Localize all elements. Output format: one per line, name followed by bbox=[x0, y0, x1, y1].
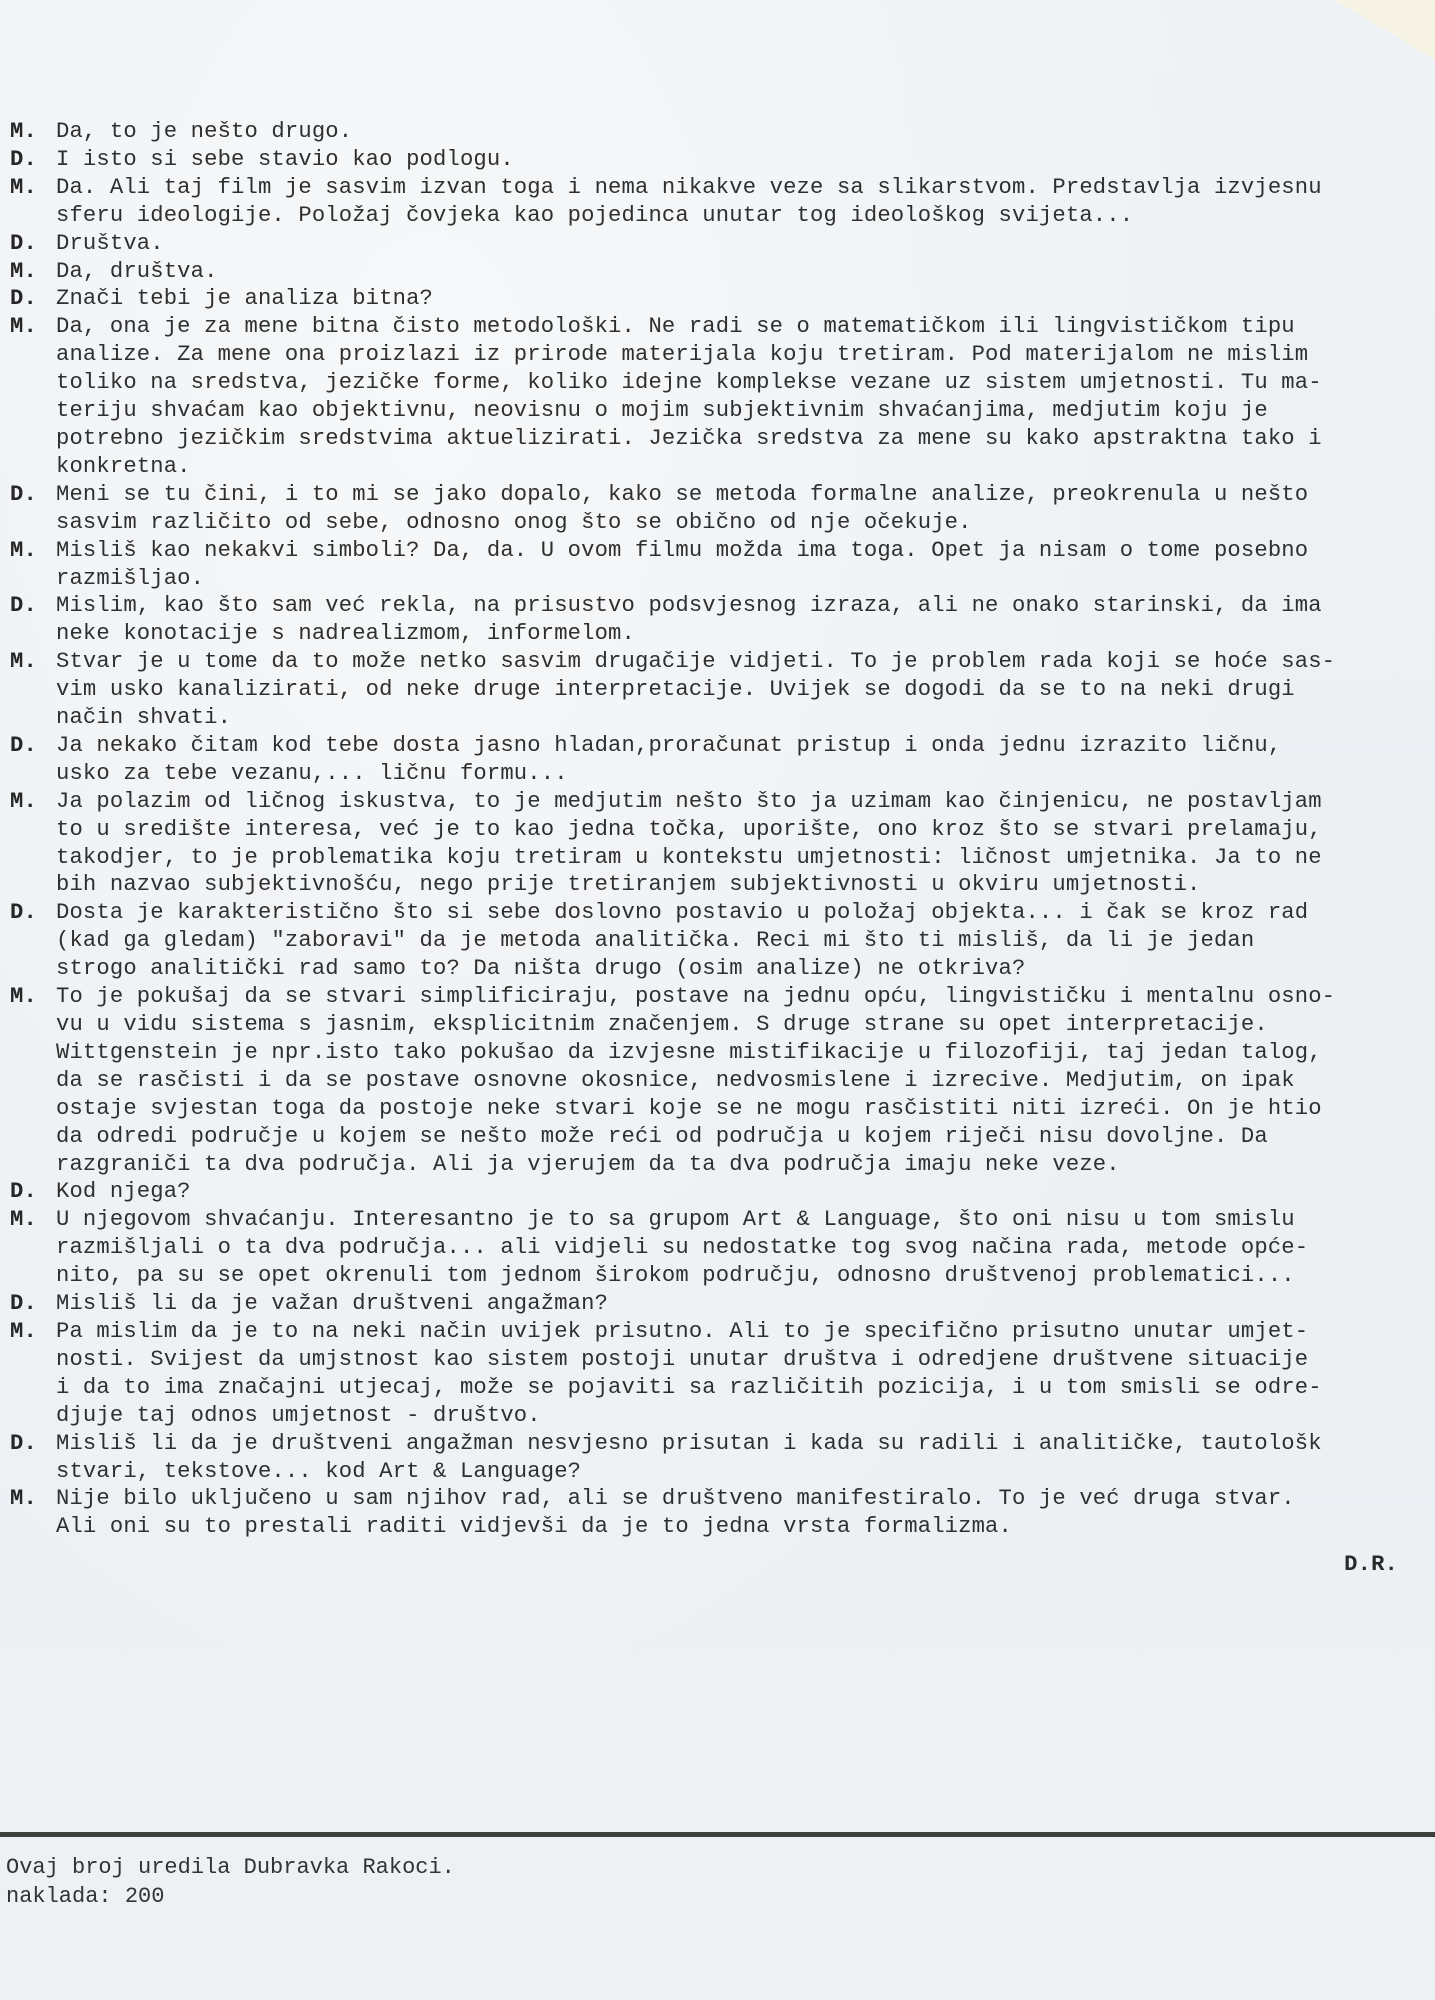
interview-transcript bbox=[10, 118, 1430, 1579]
speaker-label: M. bbox=[10, 1486, 37, 1512]
transcript-entry bbox=[10, 592, 1430, 648]
speaker-label: M. bbox=[10, 314, 37, 340]
speaker-label: M. bbox=[10, 1207, 37, 1233]
speaker-label: M. bbox=[10, 1318, 37, 1344]
transcript-entry bbox=[10, 1290, 1430, 1318]
utterance-text: To je pokušaj da se stvari simplificiraju, postave na jednu opću, lingvističku i mentalnu osno- vu u vidu sistema s jasnim, eksplicitnim značenjem. S druge strane su opet interpretacije. Wittgenstein je npr.isto tako pokušao da izvjesne mistifikacije u filozofiji, taj jedan talog, da se rasčisti i da se postave osnovne okosnice, nedvosmislene i izrecive. Medjutim, on ipak ostaje svjestan toga da postoje neke stvari koje se ne mogu rasčistiti niti izreći. On je htio da odredi područje u kojem se nešto može reći od područja u kojem riječi nisu dovoljne. Da razgraniči ta dva područja. Ali ja vjerujem da ta dva područja imaju neke veze. bbox=[56, 984, 1336, 1177]
utterance-text: Misliš li da je društveni angažman nesvjesno prisutan i kada su radili i analitičke, tautološk stvari, tekstove... kod Art & Language? bbox=[56, 1430, 1322, 1484]
speaker-label: M. bbox=[10, 119, 37, 144]
utterance-text: Da, ona je za mene bitna čisto metodološki. Ne radi se o matematičkom ili lingvističkom tipu analize. Za mene ona proizlazi iz prirode materijala koju tretiram. Pod materijalom ne mislim toliko na sredstva, jezičke forme, koliko idejne komplekse vezane uz sistem umjetnosti. Tu ma- teriju shvaćam kao objektivnu, neovisnu o mojim subjektivnim shvaćanjima, medjutim koju je potrebno jezičkim sredstvima aktuelizirati. Jezička sredstva za mene su kako apstraktna tako i konkretna. bbox=[56, 314, 1322, 479]
transcript-entry bbox=[10, 481, 1430, 537]
utterance-text: Nije bilo uključeno u sam njihov rad, ali se društveno manifestiralo. To je već druga stvar. Ali oni su to prestali raditi vidjevši da je to jedna vrsta formalizma. bbox=[56, 1486, 1295, 1540]
speaker-label: D. bbox=[10, 286, 37, 312]
utterance-text: Dosta je karakteristično što si sebe doslovno postavio u položaj objekta... i čak se kroz rad (kad ga gledam) "zaboravi" da je metoda analitička. Reci mi što ti misliš, da li je jedan strogo analitički rad samo to? Da ništa drugo (osim analize) ne otkriva? bbox=[56, 900, 1309, 982]
transcript-entry bbox=[10, 648, 1430, 732]
speaker-label: D. bbox=[10, 1430, 37, 1456]
speaker-label: D. bbox=[10, 900, 37, 926]
author-initials: D.R. bbox=[1344, 1552, 1398, 1578]
speaker-label: D. bbox=[10, 481, 37, 507]
speaker-label: D. bbox=[10, 146, 37, 172]
transcript-entry bbox=[10, 899, 1430, 983]
speaker-label: M. bbox=[10, 788, 37, 814]
utterance-text: Kod njega? bbox=[56, 1179, 191, 1205]
speaker-label: D. bbox=[10, 732, 37, 758]
transcript-entry bbox=[10, 313, 1430, 480]
transcript-entry bbox=[10, 788, 1430, 900]
transcript-entry bbox=[10, 146, 1430, 174]
utterance-text: Mislim, kao što sam već rekla, na prisustvo podsvjesnog izraza, ali ne onako starinski, da ima neke konotacije s nadrealizmom, informelom. bbox=[56, 593, 1322, 647]
transcript-entry bbox=[10, 1206, 1430, 1290]
transcript-entry bbox=[10, 1430, 1430, 1486]
utterance-text: Misliš kao nekakvi simboli? Da, da. U ovom filmu možda ima toga. Opet ja nisam o tome posebno razmišljao. bbox=[56, 537, 1309, 591]
speaker-label: D. bbox=[10, 230, 37, 256]
utterance-text: I isto si sebe stavio kao podlogu. bbox=[56, 146, 514, 172]
transcript-entry bbox=[10, 983, 1430, 1178]
utterance-text: U njegovom shvaćanju. Interesantno je to sa grupom Art & Language, što oni nisu u tom smislu razmišljali o ta dva područja... ali vidjeli su nedostatke tog svog načina rada, metode opće- nito, pa su se opet okrenuli tom jednom širokom području, odnosno društvenoj problematici... bbox=[56, 1207, 1309, 1289]
speaker-label: M. bbox=[10, 258, 37, 284]
speaker-label: D. bbox=[10, 593, 37, 619]
colophon bbox=[6, 1853, 455, 1911]
transcript-entry bbox=[10, 118, 1430, 146]
horizontal-rule bbox=[0, 1832, 1435, 1837]
utterance-text: Znači tebi je analiza bitna? bbox=[56, 286, 434, 312]
speaker-label: M. bbox=[10, 174, 37, 200]
utterance-text: Društva. bbox=[56, 230, 164, 256]
utterance-text: Da, to je nešto drugo. bbox=[56, 119, 353, 144]
print-run: naklada: 200 bbox=[6, 1884, 165, 1909]
utterance-text: Stvar je u tome da to može netko sasvim drugačije vidjeti. To je problem rada koji se hoće sas- vim usko kanalizirati, od neke druge interpretacije. Uvijek se dogodi da se to na neki drugi način shvati. bbox=[56, 649, 1336, 731]
speaker-label: D. bbox=[10, 1179, 37, 1205]
speaker-label: M. bbox=[10, 984, 37, 1010]
transcript-entry bbox=[10, 537, 1430, 593]
utterance-text: Ja polazim od ličnog iskustva, to je medjutim nešto što ja uzimam kao činjenicu, ne postavljam to u središte interesa, već je to kao jedna točka, uporište, ono kroz što se stvari prelamaju, takodjer, to je problematika koju tretiram u kontekstu umjetnosti: ličnost umjetnika. Ja to ne bih nazvao subjektivnošću, nego prije tretiranjem subjektivnosti u okviru umjetnosti. bbox=[56, 788, 1322, 898]
utterance-text: Meni se tu čini, i to mi se jako dopalo, kako se metoda formalne analize, preokrenula u nešto sasvim različito od sebe, odnosno onog što se obično od nje očekuje. bbox=[56, 481, 1309, 535]
transcript-entry bbox=[10, 174, 1430, 230]
speaker-label: D. bbox=[10, 1291, 37, 1317]
speaker-label: M. bbox=[10, 649, 37, 675]
folded-corner bbox=[1325, 0, 1435, 60]
utterance-text: Pa mislim da je to na neki način uvijek prisutno. Ali to je specifično prisutno unutar umjet- nosti. Svijest da umjstnost kao sistem postoji unutar društva i odredjene društvene situacije i da to ima značajni utjecaj, može se pojaviti sa različitih pozicija, i u tom smisli se odre- djuje taj odnos umjetnost - društvo. bbox=[56, 1318, 1322, 1428]
transcript-entry bbox=[10, 230, 1430, 258]
utterance-text: Ja nekako čitam kod tebe dosta jasno hladan,proračunat pristup i onda jednu izrazito ličnu, usko za tebe vezanu,... ličnu formu... bbox=[56, 732, 1282, 786]
transcript-entry bbox=[10, 1485, 1430, 1541]
utterance-text: Da. Ali taj film je sasvim izvan toga i nema nikakve veze sa slikarstvom. Predstavlja izvjesnu sferu ideologije. Položaj čovjeka kao pojedinca unutar tog ideološkog svijeta... bbox=[56, 174, 1322, 228]
transcript-entry bbox=[10, 1178, 1430, 1206]
transcript-entry bbox=[10, 732, 1430, 788]
editor-credit: Ovaj broj uredila Dubravka Rakoci. bbox=[6, 1855, 455, 1880]
speaker-label: M. bbox=[10, 537, 37, 563]
utterance-text: Misliš li da je važan društveni angažman? bbox=[56, 1291, 609, 1317]
transcript-entry bbox=[10, 1318, 1430, 1430]
transcript-entry bbox=[10, 258, 1430, 286]
transcript-entry bbox=[10, 285, 1430, 313]
utterance-text: Da, društva. bbox=[56, 258, 218, 284]
